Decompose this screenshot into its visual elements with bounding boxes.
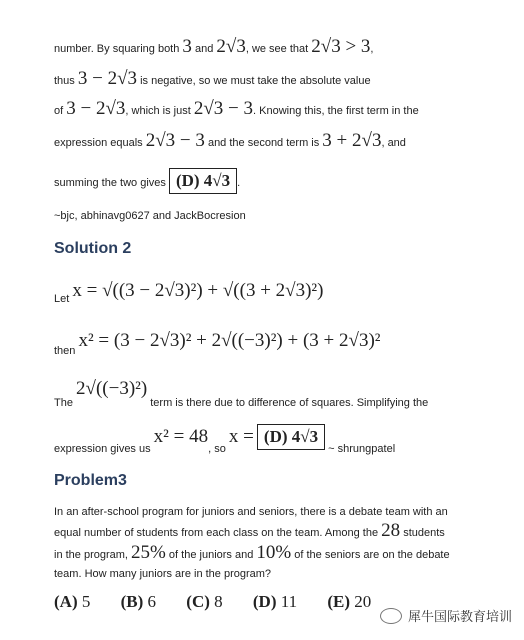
- problem3-line3: [54, 542, 484, 564]
- text-run: , which is just: [125, 105, 194, 117]
- credit-text: ~bjc, abhinavg0627 and JackBocresion: [54, 210, 246, 222]
- math-expr: 2√3 > 3: [311, 36, 371, 57]
- choice-c: [186, 592, 222, 611]
- math-expr: 2√3 − 3: [193, 98, 254, 119]
- answer-choices: [54, 592, 397, 612]
- choice-label: (D): [252, 592, 277, 611]
- choice-value: 5: [81, 592, 91, 611]
- solution2-result-line: [54, 424, 484, 455]
- answer-box: [257, 424, 325, 450]
- text-run: number. By squaring both: [54, 43, 183, 55]
- math-expr: x =: [228, 426, 254, 447]
- text-run: thus: [54, 75, 78, 87]
- text-run: and the second term is: [204, 137, 323, 149]
- choice-label: (C): [186, 592, 210, 611]
- choice-b: [121, 592, 156, 611]
- solution1-line1: [54, 36, 484, 58]
- math-expr: 25%: [131, 542, 166, 563]
- text-run: of the juniors and: [165, 549, 257, 561]
- text-run: . Knowing this, the first term in the: [253, 105, 419, 117]
- text-run: ,: [370, 43, 374, 55]
- text-run: , we see that: [245, 43, 312, 55]
- math-expr: 28: [381, 520, 401, 541]
- choice-d: [253, 592, 297, 611]
- watermark-text: 犀牛国际教育培训: [407, 609, 512, 624]
- choice-value: 6: [147, 592, 157, 611]
- text-run: Let: [54, 293, 70, 305]
- solution2-let-line: [54, 280, 484, 305]
- problem3-line1: [54, 506, 484, 518]
- boxed-answer: (D) 4√3: [263, 427, 319, 446]
- solution2-then-line: [54, 330, 484, 357]
- choice-label: (B): [120, 592, 144, 611]
- text-run: expression equals: [54, 137, 146, 149]
- math-expr: 2√3 − 3: [145, 130, 205, 151]
- text-run: of the seniors are on the debate: [291, 549, 450, 561]
- choice-value: 20: [354, 592, 372, 611]
- choice-a: [54, 592, 90, 611]
- text-run: expression gives us: [54, 443, 154, 455]
- math-expr: 3 − 2√3: [66, 98, 126, 119]
- choice-e: [327, 592, 371, 611]
- solution2-term-line: [54, 378, 484, 409]
- math-expr: 3 + 2√3: [322, 130, 382, 151]
- text-run: .: [237, 177, 241, 189]
- wechat-icon: [380, 608, 402, 624]
- choice-label: (A): [54, 592, 78, 611]
- math-expr: 2√((−3)²): [76, 378, 148, 399]
- text-run: team. How many juniors are in the program?: [54, 568, 272, 580]
- problem3-line4: [54, 568, 484, 580]
- text-run: and: [191, 43, 217, 55]
- text-run: , and: [381, 137, 406, 149]
- answer-box: [169, 168, 237, 194]
- credit-text: ~ shrungpatel: [328, 443, 396, 455]
- text-run: The: [54, 397, 73, 409]
- math-expr: 3: [182, 36, 192, 57]
- choice-label: (E): [327, 592, 351, 611]
- solution1-line2: [54, 68, 484, 90]
- text-run: , so: [208, 443, 229, 455]
- choice-value: 8: [214, 592, 223, 611]
- text-run: then: [54, 345, 76, 357]
- solution1-line4: [54, 130, 484, 152]
- text-run: students: [400, 527, 445, 539]
- choice-value: 11: [280, 592, 298, 611]
- math-expr: x² = 48: [153, 426, 209, 447]
- watermark: [376, 604, 516, 627]
- text-run: term is there due to difference of squares. Simplifying the: [147, 397, 429, 409]
- solution1-line5: [54, 168, 484, 194]
- solution1-line3: [54, 98, 484, 120]
- problem3-heading: Problem3: [54, 472, 127, 489]
- math-expr: 3 − 2√3: [77, 68, 138, 89]
- solution1-credit: [54, 210, 484, 222]
- math-expr: 2√3: [216, 36, 246, 57]
- text-run: summing the two gives: [54, 177, 169, 189]
- text-run: In an after-school program for juniors and seniors, there is a debate team with an: [54, 506, 448, 518]
- problem3-line2: [54, 520, 484, 542]
- text-run: of: [54, 105, 67, 117]
- text-run: is negative, so we must take the absolute value: [137, 75, 371, 87]
- math-expr: x² = (3 − 2√3)² + 2√((−3)²) + (3 + 2√3)²: [78, 330, 381, 351]
- text-run: in the program,: [54, 549, 132, 561]
- boxed-answer: (D) 4√3: [175, 171, 231, 190]
- solution2-heading: Solution 2: [54, 240, 132, 257]
- math-expr: 10%: [256, 542, 292, 563]
- text-run: equal number of students from each class on the team. Among the: [54, 527, 382, 539]
- math-expr: x = √((3 − 2√3)²) + √((3 + 2√3)²): [72, 280, 324, 301]
